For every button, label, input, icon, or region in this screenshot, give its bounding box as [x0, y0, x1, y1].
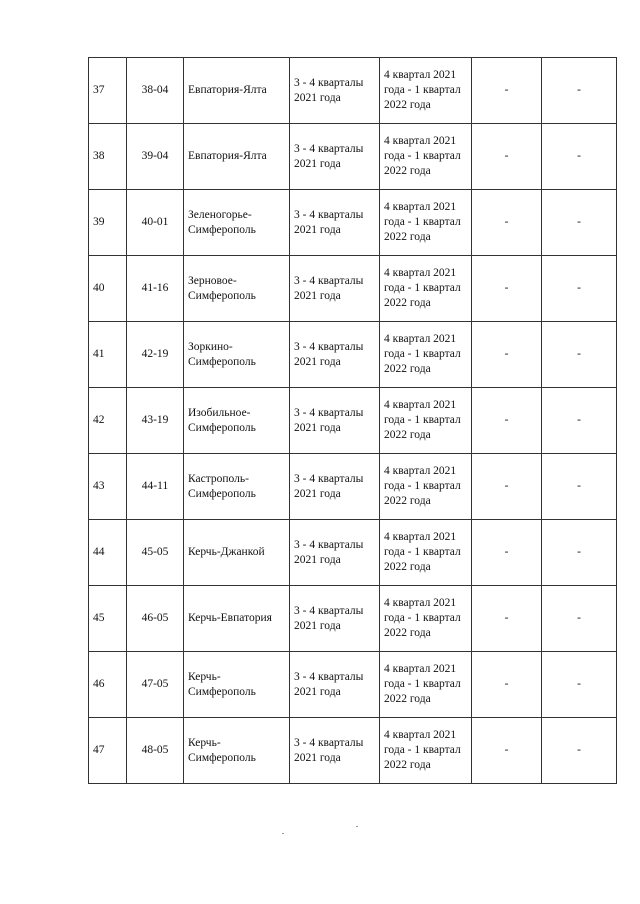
value-cell-6: -: [472, 190, 542, 256]
table-row: [89, 454, 617, 520]
row-number-cell: 45: [89, 586, 127, 652]
route-name-cell: Керчь-Евпатория: [184, 586, 290, 652]
route-code-cell: 41-16: [127, 256, 184, 322]
value-cell-6: -: [472, 718, 542, 784]
period-start-cell: 3 - 4 кварталы 2021 года: [290, 520, 380, 586]
row-number-cell: 43: [89, 454, 127, 520]
period-start-cell: 3 - 4 кварталы 2021 года: [290, 58, 380, 124]
value-cell-7: -: [542, 190, 617, 256]
route-code-cell: 48-05: [127, 718, 184, 784]
value-cell-7: -: [542, 520, 617, 586]
route-name-cell: Зерновое-Симферополь: [184, 256, 290, 322]
value-cell-7: -: [542, 256, 617, 322]
route-code-cell: 47-05: [127, 652, 184, 718]
period-end-cell: 4 квартал 2021 года - 1 квартал 2022 года: [380, 322, 472, 388]
period-start-cell: 3 - 4 кварталы 2021 года: [290, 388, 380, 454]
value-cell-6: -: [472, 520, 542, 586]
route-code-cell: 45-05: [127, 520, 184, 586]
period-start-cell: 3 - 4 кварталы 2021 года: [290, 718, 380, 784]
period-end-cell: 4 квартал 2021 года - 1 квартал 2022 года: [380, 124, 472, 190]
value-cell-7: -: [542, 322, 617, 388]
table-row: [89, 718, 617, 784]
value-cell-6: -: [472, 58, 542, 124]
scan-speck: [356, 826, 358, 827]
period-end-cell: 4 квартал 2021 года - 1 квартал 2022 года: [380, 520, 472, 586]
route-name-cell: Кастрополь-Симферополь: [184, 454, 290, 520]
row-number-cell: 44: [89, 520, 127, 586]
row-number-cell: 41: [89, 322, 127, 388]
period-end-cell: 4 квартал 2021 года - 1 квартал 2022 года: [380, 718, 472, 784]
period-start-cell: 3 - 4 кварталы 2021 года: [290, 652, 380, 718]
route-name-cell: Евпатория-Ялта: [184, 58, 290, 124]
route-name-cell: Керчь-Джанкой: [184, 520, 290, 586]
row-number-cell: 37: [89, 58, 127, 124]
route-code-cell: 40-01: [127, 190, 184, 256]
period-start-cell: 3 - 4 кварталы 2021 года: [290, 124, 380, 190]
route-name-cell: Керчь-Симферополь: [184, 652, 290, 718]
routes-table-body: [89, 58, 617, 784]
route-code-cell: 44-11: [127, 454, 184, 520]
value-cell-6: -: [472, 586, 542, 652]
table-row: [89, 652, 617, 718]
scan-speck: [282, 833, 284, 834]
value-cell-6: -: [472, 652, 542, 718]
value-cell-6: -: [472, 454, 542, 520]
period-end-cell: 4 квартал 2021 года - 1 квартал 2022 года: [380, 652, 472, 718]
route-code-cell: 42-19: [127, 322, 184, 388]
period-end-cell: 4 квартал 2021 года - 1 квартал 2022 года: [380, 256, 472, 322]
value-cell-7: -: [542, 124, 617, 190]
period-end-cell: 4 квартал 2021 года - 1 квартал 2022 года: [380, 58, 472, 124]
route-name-cell: Евпатория-Ялта: [184, 124, 290, 190]
row-number-cell: 38: [89, 124, 127, 190]
value-cell-7: -: [542, 718, 617, 784]
period-end-cell: 4 квартал 2021 года - 1 квартал 2022 года: [380, 190, 472, 256]
route-name-cell: Керчь-Симферополь: [184, 718, 290, 784]
value-cell-6: -: [472, 124, 542, 190]
table-row: [89, 322, 617, 388]
route-code-cell: 38-04: [127, 58, 184, 124]
route-code-cell: 46-05: [127, 586, 184, 652]
value-cell-7: -: [542, 388, 617, 454]
route-name-cell: Изобильное-Симферополь: [184, 388, 290, 454]
value-cell-7: -: [542, 586, 617, 652]
period-start-cell: 3 - 4 кварталы 2021 года: [290, 256, 380, 322]
value-cell-6: -: [472, 256, 542, 322]
period-end-cell: 4 квартал 2021 года - 1 квартал 2022 года: [380, 586, 472, 652]
value-cell-7: -: [542, 58, 617, 124]
value-cell-7: -: [542, 454, 617, 520]
table-row: [89, 124, 617, 190]
route-name-cell: Зоркино-Симферополь: [184, 322, 290, 388]
value-cell-7: -: [542, 652, 617, 718]
row-number-cell: 40: [89, 256, 127, 322]
period-start-cell: 3 - 4 кварталы 2021 года: [290, 190, 380, 256]
period-start-cell: 3 - 4 кварталы 2021 года: [290, 454, 380, 520]
value-cell-6: -: [472, 322, 542, 388]
table-row: [89, 520, 617, 586]
route-code-cell: 39-04: [127, 124, 184, 190]
table-row: [89, 256, 617, 322]
row-number-cell: 39: [89, 190, 127, 256]
period-end-cell: 4 квартал 2021 года - 1 квартал 2022 года: [380, 454, 472, 520]
period-start-cell: 3 - 4 кварталы 2021 года: [290, 322, 380, 388]
routes-table: [88, 57, 617, 784]
table-row: [89, 388, 617, 454]
row-number-cell: 42: [89, 388, 127, 454]
route-code-cell: 43-19: [127, 388, 184, 454]
table-row: [89, 190, 617, 256]
value-cell-6: -: [472, 388, 542, 454]
row-number-cell: 46: [89, 652, 127, 718]
table-row: [89, 586, 617, 652]
table-row: [89, 58, 617, 124]
period-end-cell: 4 квартал 2021 года - 1 квартал 2022 года: [380, 388, 472, 454]
route-name-cell: Зеленогорье-Симферополь: [184, 190, 290, 256]
period-start-cell: 3 - 4 кварталы 2021 года: [290, 586, 380, 652]
row-number-cell: 47: [89, 718, 127, 784]
